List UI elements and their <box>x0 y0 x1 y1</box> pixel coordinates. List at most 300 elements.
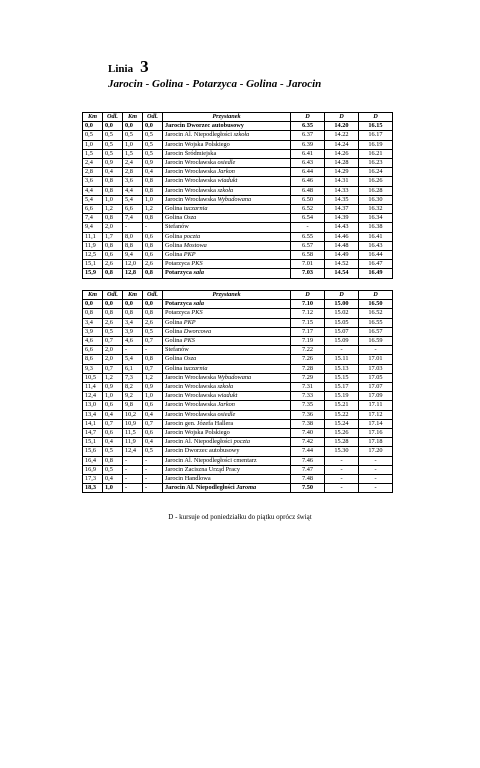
table-row <box>83 177 393 186</box>
stop-name: Golina <box>165 327 183 335</box>
departure-time-cell: 15.17 <box>325 383 359 392</box>
distance-cell: 3,4 <box>83 318 103 327</box>
table-row <box>83 475 393 484</box>
distance-cell: 0,0 <box>103 300 123 309</box>
stop-name-cell <box>163 223 291 232</box>
departure-time-cell: 7.17 <box>291 327 325 336</box>
departure-time-cell: 6.41 <box>291 149 325 158</box>
distance-cell: 1,0 <box>103 484 123 493</box>
departure-time-cell: 7.46 <box>291 456 325 465</box>
departure-time-cell: - <box>325 475 359 484</box>
distance-cell: 2,4 <box>83 159 103 168</box>
departure-time-cell: 15.24 <box>325 419 359 428</box>
table-row <box>83 401 393 410</box>
distance-cell: 0,6 <box>143 251 163 260</box>
distance-cell: 17,3 <box>83 475 103 484</box>
distance-cell: 10,9 <box>123 419 143 428</box>
departure-time-cell: 6.37 <box>291 131 325 140</box>
departure-time-cell: 7.38 <box>291 419 325 428</box>
table-row <box>83 241 393 250</box>
distance-cell: 0,5 <box>83 131 103 140</box>
table-row <box>83 214 393 223</box>
departure-time-cell: 16.47 <box>359 260 393 269</box>
distance-cell: 8,2 <box>123 383 143 392</box>
stop-name-cell <box>163 346 291 355</box>
distance-cell: 0,5 <box>103 327 123 336</box>
stop-detail: Jaroma <box>236 484 257 492</box>
column-header: Przystanek <box>163 113 291 122</box>
distance-cell: 10,2 <box>123 410 143 419</box>
distance-cell: 1,5 <box>83 149 103 158</box>
distance-cell: 0,6 <box>103 251 123 260</box>
distance-cell: 1,0 <box>83 140 103 149</box>
table-row <box>83 373 393 382</box>
departure-time-cell: 16.17 <box>359 131 393 140</box>
distance-cell: - <box>123 475 143 484</box>
stop-name-cell <box>163 269 291 278</box>
distance-cell: 11,1 <box>83 232 103 241</box>
table-row <box>83 484 393 493</box>
stop-detail: PKP <box>183 251 196 259</box>
departure-time-cell: 6.58 <box>291 251 325 260</box>
distance-cell: 9,8 <box>123 401 143 410</box>
distance-cell: 4,4 <box>123 186 143 195</box>
departure-time-cell: 16.41 <box>359 232 393 241</box>
table-row <box>83 392 393 401</box>
distance-cell: 0,0 <box>123 300 143 309</box>
column-header: Odl. <box>103 291 123 300</box>
distance-cell: 12,5 <box>83 251 103 260</box>
distance-cell: 10,5 <box>83 373 103 382</box>
column-header: Przystanek <box>163 291 291 300</box>
distance-cell: 0,7 <box>103 419 123 428</box>
distance-cell: 0,5 <box>143 149 163 158</box>
departure-time-cell: 16.23 <box>359 159 393 168</box>
departure-time-cell: 7.01 <box>291 260 325 269</box>
departure-time-cell: 15.02 <box>325 309 359 318</box>
distance-cell: 3,6 <box>123 177 143 186</box>
departure-time-cell: 14.39 <box>325 214 359 223</box>
stop-name-cell <box>163 456 291 465</box>
departure-time-cell: 16.43 <box>359 241 393 250</box>
stop-name-cell <box>163 241 291 250</box>
departure-time-cell: - <box>359 475 393 484</box>
departure-time-cell: 7.48 <box>291 475 325 484</box>
stop-name-cell <box>163 159 291 168</box>
distance-cell: 6,6 <box>83 346 103 355</box>
distance-cell: 6,6 <box>123 205 143 214</box>
departure-time-cell: 6.55 <box>291 232 325 241</box>
stop-detail: Wybudowana <box>217 195 252 203</box>
stop-detail: sala <box>193 269 204 277</box>
departure-time-cell: 14.29 <box>325 168 359 177</box>
stop-name-cell <box>163 300 291 309</box>
distance-cell: - <box>143 456 163 465</box>
distance-cell: 0,9 <box>143 383 163 392</box>
stop-detail: osiedle <box>217 410 236 418</box>
distance-cell: 14,7 <box>83 429 103 438</box>
stop-detail: tuczarnia <box>183 205 208 213</box>
stop-detail: sala <box>193 300 204 308</box>
departure-time-cell: 6.44 <box>291 168 325 177</box>
table-row <box>83 355 393 364</box>
distance-cell: 0,4 <box>103 168 123 177</box>
stop-name-cell <box>163 383 291 392</box>
table-row <box>83 327 393 336</box>
stop-detail: szkoła <box>233 131 250 139</box>
stop-name-cell <box>163 260 291 269</box>
stop-name: Golina <box>165 364 183 372</box>
departure-time-cell: 7.44 <box>291 447 325 456</box>
distance-cell: 0,5 <box>103 140 123 149</box>
stop-name: Jarocin Dworzec autobusowy <box>165 447 240 455</box>
stop-name-cell <box>163 309 291 318</box>
distance-cell: 8,6 <box>83 355 103 364</box>
distance-cell: 1,0 <box>143 392 163 401</box>
distance-cell: 13,4 <box>83 410 103 419</box>
timetable-outbound <box>82 112 393 279</box>
column-header: D <box>291 113 325 122</box>
stop-name: Stefanów <box>165 346 189 354</box>
departure-time-cell: 17.01 <box>359 355 393 364</box>
table-row <box>83 456 393 465</box>
table-row <box>83 383 393 392</box>
column-header: Odl. <box>103 113 123 122</box>
departure-time-cell: 16.44 <box>359 251 393 260</box>
distance-cell: 0,7 <box>143 419 163 428</box>
stop-name: Potarzyca <box>165 300 192 308</box>
distance-cell: 0,8 <box>103 456 123 465</box>
stop-name: Golina <box>165 205 183 213</box>
table-row <box>83 346 393 355</box>
stop-name: Jarocin Al. Niepodległości <box>165 438 232 446</box>
departure-time-cell: 7.36 <box>291 410 325 419</box>
table-row <box>83 251 393 260</box>
departure-time-cell: 17.11 <box>359 401 393 410</box>
distance-cell: 0,8 <box>103 186 123 195</box>
table-row <box>83 168 393 177</box>
departure-time-cell: 16.21 <box>359 149 393 158</box>
distance-cell: - <box>123 346 143 355</box>
column-header: Km <box>83 113 103 122</box>
departure-time-cell: 16.19 <box>359 140 393 149</box>
stop-detail: Wybudowana <box>217 373 252 381</box>
stop-name-cell <box>163 232 291 241</box>
distance-cell: 0,8 <box>143 269 163 278</box>
departure-time-cell: 14.37 <box>325 205 359 214</box>
header-row <box>83 291 393 300</box>
distance-cell: 0,5 <box>143 131 163 140</box>
departure-time-cell: 15.30 <box>325 447 359 456</box>
stop-name: Jarocin Handlowa <box>165 475 211 483</box>
departure-time-cell: 6.57 <box>291 241 325 250</box>
stop-name-cell <box>163 419 291 428</box>
departure-time-cell: 6.50 <box>291 195 325 204</box>
departure-time-cell: 15.05 <box>325 318 359 327</box>
departure-time-cell: - <box>359 465 393 474</box>
distance-cell: 11,4 <box>83 383 103 392</box>
departure-time-cell: 16.26 <box>359 177 393 186</box>
stop-name: Golina <box>165 318 183 326</box>
stop-name-cell <box>163 195 291 204</box>
distance-cell: 8,0 <box>123 232 143 241</box>
stop-detail: PKS <box>191 309 203 317</box>
table-row <box>83 140 393 149</box>
distance-cell: 0,5 <box>103 131 123 140</box>
distance-cell: 3,4 <box>123 318 143 327</box>
departure-time-cell: 16.49 <box>359 269 393 278</box>
table-row <box>83 232 393 241</box>
stop-detail: PKS <box>191 260 203 268</box>
departure-time-cell: 17.09 <box>359 392 393 401</box>
distance-cell: 0,7 <box>103 337 123 346</box>
departure-time-cell: 16.34 <box>359 214 393 223</box>
departure-time-cell: 14.49 <box>325 251 359 260</box>
distance-cell: 1,2 <box>103 373 123 382</box>
distance-cell: 0,0 <box>123 122 143 131</box>
distance-cell: 0,0 <box>143 122 163 131</box>
departure-time-cell: 7.35 <box>291 401 325 410</box>
table-row <box>83 159 393 168</box>
distance-cell: 2,6 <box>103 260 123 269</box>
departure-time-cell: 17.05 <box>359 373 393 382</box>
stop-detail: poczta <box>183 232 201 240</box>
line-label: Linia <box>108 63 134 75</box>
distance-cell: 0,8 <box>143 214 163 223</box>
distance-cell: 12,0 <box>123 260 143 269</box>
departure-time-cell: 15.09 <box>325 337 359 346</box>
table-row <box>83 419 393 428</box>
stop-name: Jarocin Wojska Polskiego <box>165 140 230 148</box>
departure-time-cell: 16.30 <box>359 195 393 204</box>
column-header: D <box>325 113 359 122</box>
departure-time-cell: 7.28 <box>291 364 325 373</box>
departure-time-cell: 7.22 <box>291 346 325 355</box>
table-row <box>83 205 393 214</box>
distance-cell: 0,5 <box>143 447 163 456</box>
departure-time-cell: 14.22 <box>325 131 359 140</box>
stop-name-cell <box>163 318 291 327</box>
stop-name: Jarocin Al. Niepodległości <box>165 484 235 492</box>
stop-name: Jarocin Wrocławska <box>165 373 216 381</box>
stop-name: Golina <box>165 232 183 240</box>
stop-name: Jarocin Śródmiejska <box>165 149 217 157</box>
distance-cell: 0,4 <box>103 438 123 447</box>
stop-detail: Jarkon <box>217 401 235 409</box>
departure-time-cell: 14.43 <box>325 223 359 232</box>
departure-time-cell: 7.12 <box>291 309 325 318</box>
stop-name-cell <box>163 251 291 260</box>
distance-cell: - <box>143 346 163 355</box>
distance-cell: - <box>123 465 143 474</box>
timetable-return <box>82 290 393 493</box>
distance-cell: 0,8 <box>103 214 123 223</box>
departure-time-cell: - <box>325 456 359 465</box>
departure-time-cell: 14.33 <box>325 186 359 195</box>
departure-time-cell: 7.15 <box>291 318 325 327</box>
stop-name: Golina <box>165 355 183 363</box>
line-number: 3 <box>140 57 149 76</box>
distance-cell: 0,6 <box>143 429 163 438</box>
table-row <box>83 337 393 346</box>
distance-cell: 0,8 <box>103 269 123 278</box>
distance-cell: 9,4 <box>83 223 103 232</box>
departure-time-cell: 7.33 <box>291 392 325 401</box>
distance-cell: 6,1 <box>123 364 143 373</box>
column-header: D <box>359 113 393 122</box>
distance-cell: 12,4 <box>123 447 143 456</box>
distance-cell: 3,9 <box>83 327 103 336</box>
table-row <box>83 260 393 269</box>
distance-cell: - <box>143 475 163 484</box>
column-header: Km <box>123 291 143 300</box>
departure-time-cell: - <box>325 484 359 493</box>
stop-detail: PKS <box>183 337 195 345</box>
distance-cell: - <box>123 456 143 465</box>
distance-cell: 8,8 <box>123 241 143 250</box>
distance-cell: 2,0 <box>103 346 123 355</box>
departure-time-cell: 6.35 <box>291 122 325 131</box>
distance-cell: 0,8 <box>103 309 123 318</box>
stop-name: Jarocin Al. Niepodległości <box>165 131 232 139</box>
distance-cell: 0,9 <box>103 383 123 392</box>
stop-name-cell <box>163 149 291 158</box>
distance-cell: 15,1 <box>83 438 103 447</box>
table-row <box>83 195 393 204</box>
stop-name-cell <box>163 465 291 474</box>
departure-time-cell: 7.42 <box>291 438 325 447</box>
stop-name-cell <box>163 355 291 364</box>
column-header: D <box>291 291 325 300</box>
departure-time-cell: 14.54 <box>325 269 359 278</box>
distance-cell: 0,5 <box>103 465 123 474</box>
table-row <box>83 300 393 309</box>
departure-time-cell: 15.07 <box>325 327 359 336</box>
distance-cell: 0,5 <box>143 140 163 149</box>
distance-cell: 14,1 <box>83 419 103 428</box>
departure-time-cell: 16.59 <box>359 337 393 346</box>
stop-name: Golina <box>165 251 183 259</box>
distance-cell: 0,6 <box>103 401 123 410</box>
stop-name-cell <box>163 140 291 149</box>
distance-cell: 2,8 <box>123 168 143 177</box>
distance-cell: 2,6 <box>103 318 123 327</box>
departure-time-cell: 16.57 <box>359 327 393 336</box>
stop-name-cell <box>163 205 291 214</box>
stop-name: Golina <box>165 214 183 222</box>
stop-name-cell <box>163 177 291 186</box>
column-header: Km <box>83 291 103 300</box>
distance-cell: - <box>123 484 143 493</box>
distance-cell: 0,5 <box>123 131 143 140</box>
column-header: Odl. <box>143 291 163 300</box>
distance-cell: 16,4 <box>83 456 103 465</box>
departure-time-cell: 6.52 <box>291 205 325 214</box>
distance-cell: 9,4 <box>123 251 143 260</box>
stop-name-cell <box>163 364 291 373</box>
stop-name: Jarocin Wrocławska <box>165 159 216 167</box>
stop-name: Jarocin Wrocławska <box>165 410 216 418</box>
stop-name: Jarocin Wrocławska <box>165 195 216 203</box>
distance-cell: 2,6 <box>143 260 163 269</box>
distance-cell: - <box>143 484 163 493</box>
stop-name: Potarzyca <box>165 260 190 268</box>
stop-name-cell <box>163 327 291 336</box>
departure-time-cell: 16.32 <box>359 205 393 214</box>
stop-name: Jarocin gen. Józefa Hallera <box>165 419 234 427</box>
departure-time-cell: 16.24 <box>359 168 393 177</box>
distance-cell: 4,6 <box>83 337 103 346</box>
distance-cell: 0,9 <box>143 159 163 168</box>
distance-cell: 1,2 <box>143 373 163 382</box>
table-row <box>83 465 393 474</box>
stop-detail: Jarkon <box>217 168 235 176</box>
distance-cell: - <box>143 465 163 474</box>
stop-detail: Osza <box>183 355 197 363</box>
departure-time-cell: 7.29 <box>291 373 325 382</box>
departure-time-cell: 14.20 <box>325 122 359 131</box>
stop-name: Jarocin Al. Niepodległości cmentarz <box>165 456 257 464</box>
stop-name: Jarocin Wrocławska <box>165 392 216 400</box>
distance-cell: 0,4 <box>103 410 123 419</box>
departure-time-cell: 16.55 <box>359 318 393 327</box>
distance-cell: 0,9 <box>103 159 123 168</box>
distance-cell: 0,0 <box>103 122 123 131</box>
departure-time-cell: 17.14 <box>359 419 393 428</box>
distance-cell: 15,1 <box>83 260 103 269</box>
distance-cell: 0,7 <box>143 364 163 373</box>
stop-detail: Osza <box>183 214 197 222</box>
departure-time-cell: 7.26 <box>291 355 325 364</box>
departure-time-cell: 17.18 <box>359 438 393 447</box>
departure-time-cell: 6.48 <box>291 186 325 195</box>
departure-time-cell: - <box>291 223 325 232</box>
distance-cell: 0,4 <box>143 168 163 177</box>
stop-name: Jarocin Dworzec autobusowy <box>165 122 244 130</box>
distance-cell: 5,4 <box>123 355 143 364</box>
departure-time-cell: 6.54 <box>291 214 325 223</box>
distance-cell: 2,0 <box>103 223 123 232</box>
distance-cell: 11,9 <box>83 241 103 250</box>
stop-name: Stefanów <box>165 223 189 231</box>
distance-cell: 18,3 <box>83 484 103 493</box>
departure-time-cell: 16.15 <box>359 122 393 131</box>
distance-cell: 0,5 <box>103 447 123 456</box>
departure-time-cell: 14.26 <box>325 149 359 158</box>
stop-name-cell <box>163 214 291 223</box>
stop-detail: poczta <box>233 438 251 446</box>
distance-cell: 2,0 <box>103 355 123 364</box>
distance-cell: 11,5 <box>123 429 143 438</box>
distance-cell: 0,5 <box>103 149 123 158</box>
distance-cell: 0,8 <box>143 177 163 186</box>
distance-cell: 13,0 <box>83 401 103 410</box>
stop-detail: Dworcowa <box>183 327 212 335</box>
distance-cell: 12,8 <box>123 269 143 278</box>
distance-cell: 2,8 <box>83 168 103 177</box>
distance-cell: 0,0 <box>143 300 163 309</box>
distance-cell: 0,0 <box>83 300 103 309</box>
stop-name-cell <box>163 168 291 177</box>
table-row <box>83 149 393 158</box>
distance-cell: 0,0 <box>83 122 103 131</box>
departure-time-cell: 17.16 <box>359 429 393 438</box>
distance-cell: 0,7 <box>103 364 123 373</box>
departure-time-cell: 6.39 <box>291 140 325 149</box>
distance-cell: 7,4 <box>123 214 143 223</box>
distance-cell: 0,4 <box>143 410 163 419</box>
stop-name-cell <box>163 373 291 382</box>
